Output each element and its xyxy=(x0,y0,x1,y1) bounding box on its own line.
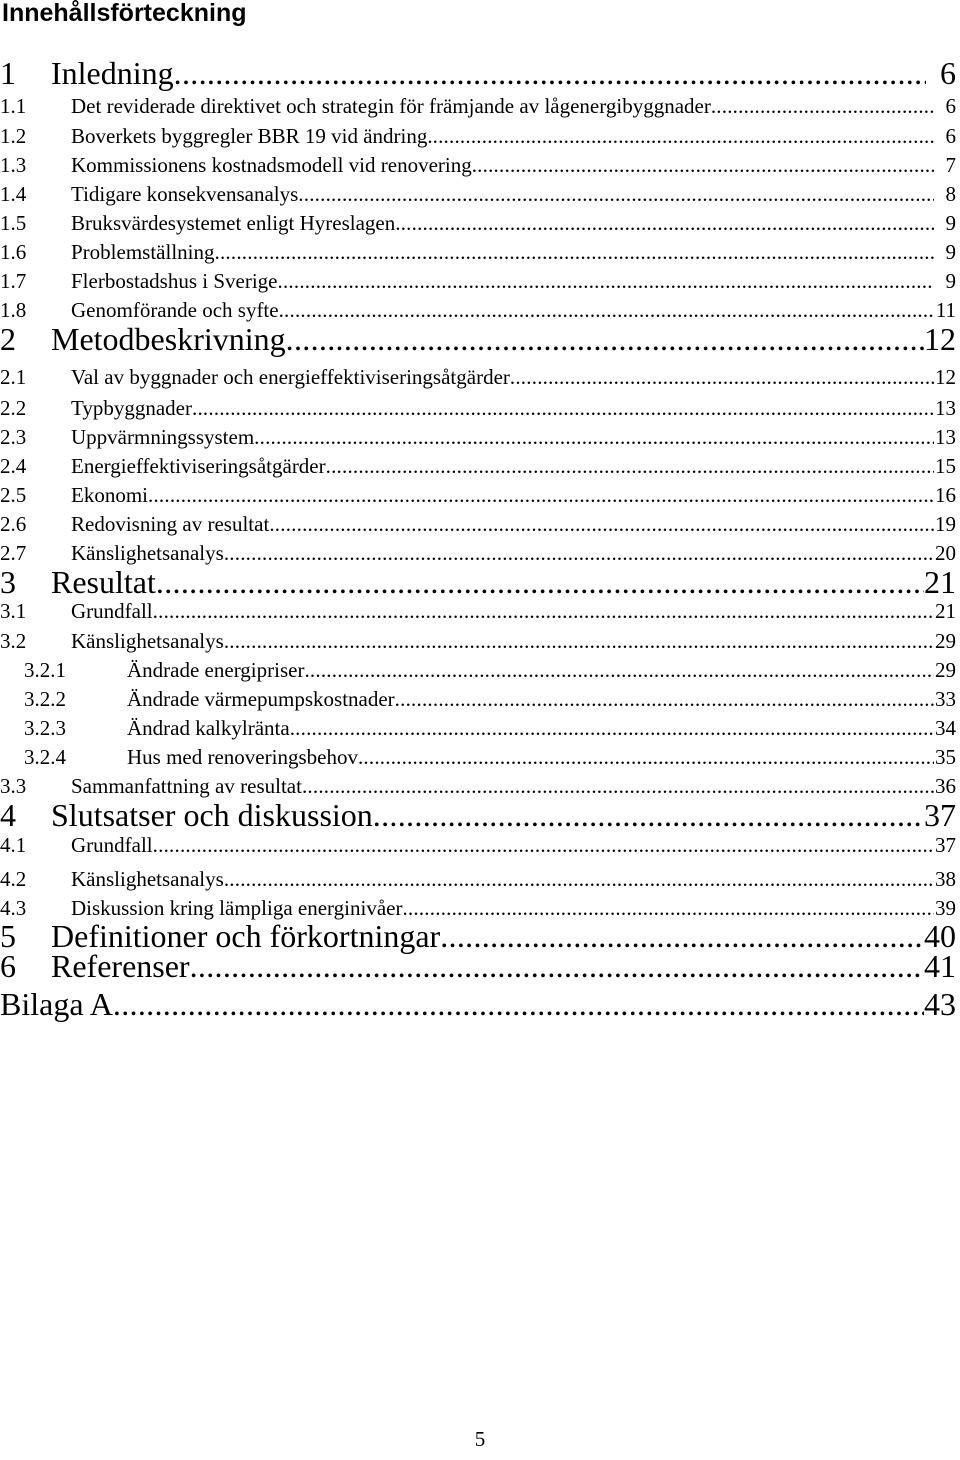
toc-leader-dots xyxy=(373,796,924,834)
toc-entry-number: 1.7 xyxy=(0,269,27,293)
toc-entry-page: 33 xyxy=(935,687,956,711)
toc-entry-label: Det reviderade direktivet och strategin för främjande av lågenergibyggnader xyxy=(71,94,711,118)
toc-entry-number: 4.3 xyxy=(0,896,27,920)
toc-leader-dots xyxy=(190,947,924,985)
toc-entry-page: 13 xyxy=(935,425,956,449)
toc-entry-number: 2.2 xyxy=(0,396,27,420)
toc-leader-dots xyxy=(304,657,934,684)
toc-entry-number: 1.6 xyxy=(0,240,27,264)
toc-entry-page: 41 xyxy=(924,948,956,984)
toc-entry[interactable] xyxy=(0,210,956,237)
toc-entry-label: Boverkets byggregler BBR 19 vid ändring. xyxy=(71,124,433,148)
toc-entry-number: 4.1 xyxy=(0,833,27,857)
toc-entry-label: Känslighetsanalys xyxy=(71,541,224,565)
toc-entry-label: Kommissionens kostnadsmodell vid renovering xyxy=(71,153,472,177)
toc-entry-page: 40 xyxy=(924,918,956,954)
toc-entry[interactable] xyxy=(0,424,956,451)
toc-leader-dots xyxy=(192,395,934,422)
toc-entry-number: 6 xyxy=(0,948,16,984)
toc-entry-page: 21 xyxy=(924,564,956,600)
toc-entry[interactable] xyxy=(0,866,956,893)
toc-entry-number: 2.5 xyxy=(0,483,27,507)
toc-entry-number: 1.8 xyxy=(0,298,27,322)
toc-entry-number: 2 xyxy=(0,321,16,357)
toc-entry-label: Känslighetsanalys xyxy=(71,629,224,653)
toc-entry-page: 29 xyxy=(935,658,956,682)
toc-leader-dots xyxy=(153,598,934,625)
toc-entry-label: Bruksvärdesystemet enligt Hyreslagen xyxy=(71,211,396,235)
toc-entry[interactable] xyxy=(0,152,956,179)
toc-entry-page: 19 xyxy=(935,512,956,536)
toc-entry-page: 37 xyxy=(924,797,956,833)
toc-entry-page: 8 xyxy=(945,182,956,206)
toc-entry[interactable] xyxy=(0,832,956,859)
toc-title: Innehållsförteckning xyxy=(2,0,247,27)
toc-entry-label: Energieffektiviseringsåtgärder xyxy=(71,454,326,478)
toc-entry-label: Val av byggnader och energieffektiviseringsåtgärder xyxy=(71,365,510,389)
toc-entry-number: 1.4 xyxy=(0,182,27,206)
toc-entry-number: 5 xyxy=(0,918,16,954)
toc-entry-label: Inledning xyxy=(51,55,174,91)
toc-entry-number: 3.3 xyxy=(0,774,27,798)
toc-entry[interactable] xyxy=(0,123,956,150)
toc-entry[interactable] xyxy=(0,93,956,120)
toc-entry-number: 4.2 xyxy=(0,867,27,891)
toc-entry-label: Grundfall xyxy=(71,599,153,623)
toc-leader-dots xyxy=(269,511,934,538)
toc-entry-page: 9 xyxy=(945,211,956,235)
toc-leader-dots xyxy=(472,152,934,179)
toc-entry-number: 3.2.4 xyxy=(24,745,66,769)
toc-entry-page: 6 xyxy=(945,124,956,148)
toc-entry-page: 37 xyxy=(935,833,956,857)
toc-leader-dots xyxy=(711,93,934,120)
toc-entry-label: Hus med renoveringsbehov xyxy=(127,745,358,769)
toc-entry-page: 9 xyxy=(945,240,956,264)
toc-leader-dots xyxy=(277,268,934,295)
toc-entry[interactable] xyxy=(0,715,956,742)
toc-leader-dots xyxy=(156,563,924,601)
toc-entry-label: Sammanfattning av resultat xyxy=(71,774,302,798)
toc-entry-number: 1 xyxy=(0,55,16,91)
toc-entry-number: 3.2.1 xyxy=(24,658,66,682)
toc-entry[interactable] xyxy=(0,744,956,771)
toc-entry-number: 2.6 xyxy=(0,512,27,536)
toc-entry-page: 11 xyxy=(935,298,956,322)
toc-entry-number: 2.1 xyxy=(0,365,27,389)
toc-entry-label: Metodbeskrivning xyxy=(51,321,286,357)
toc-entry[interactable] xyxy=(0,947,956,985)
toc-entry-page: 29 xyxy=(935,629,956,653)
toc-entry-label: Genomförande och syfte xyxy=(71,298,279,322)
toc-entry[interactable] xyxy=(0,796,956,834)
toc-entry-page: 20 xyxy=(935,541,956,565)
toc-entry-label: Ändrade energipriser xyxy=(127,658,305,682)
toc-leader-dots xyxy=(215,239,935,266)
toc-entry-label: Uppvärmningssystem xyxy=(71,425,255,449)
toc-leader-dots xyxy=(286,320,924,358)
toc-entry-page: 38 xyxy=(935,867,956,891)
toc-entry-number: 4 xyxy=(0,797,16,833)
toc-entry[interactable] xyxy=(0,54,956,92)
toc-leader-dots xyxy=(290,715,934,742)
toc-leader-dots xyxy=(326,453,934,480)
toc-entry-page: 39 xyxy=(935,896,956,920)
toc-entry[interactable] xyxy=(0,511,956,538)
toc-entry[interactable] xyxy=(0,320,956,358)
toc-entry-page: 9 xyxy=(945,269,956,293)
toc-leader-dots xyxy=(433,123,934,150)
toc-leader-dots xyxy=(113,985,924,1023)
toc-entry-number: 3.2.3 xyxy=(24,716,66,740)
toc-entry-page: 12 xyxy=(924,321,956,357)
toc-entry-label: Känslighetsanalys xyxy=(71,867,224,891)
toc-entry-page: 15 xyxy=(935,454,956,478)
toc-entry-label: Flerbostadshus i Sverige xyxy=(71,269,278,293)
toc-entry-label: Diskussion kring lämpliga energinivåer xyxy=(71,896,403,920)
toc-entry[interactable] xyxy=(0,268,956,295)
toc-leader-dots xyxy=(358,744,934,771)
toc-entry[interactable] xyxy=(0,453,956,480)
toc-entry-label: Problemställning xyxy=(71,240,215,264)
toc-entry-page: 13 xyxy=(935,396,956,420)
toc-leader-dots xyxy=(224,628,934,655)
toc-entry-page: 43 xyxy=(924,986,956,1022)
toc-entry-number: 3 xyxy=(0,564,16,600)
toc-leader-dots xyxy=(395,686,934,713)
toc-entry-label: Resultat xyxy=(51,564,156,600)
toc-entry-label: Bilaga A xyxy=(0,986,113,1022)
toc-entry-label: Ändrade värmepumpskostnader xyxy=(127,687,395,711)
toc-entry-label: Ändrad kalkylränta xyxy=(127,716,290,740)
toc-entry-page: 35 xyxy=(935,745,956,769)
toc-entry[interactable] xyxy=(0,482,956,509)
toc-leader-dots xyxy=(395,210,934,237)
toc-entry-label: Slutsatser och diskussion xyxy=(51,797,373,833)
toc-entry-number: 3.2.2 xyxy=(24,687,66,711)
toc-entry-label: Ekonomi xyxy=(71,483,148,507)
toc-leader-dots xyxy=(298,181,934,208)
toc-entry-number: 1.1 xyxy=(0,94,27,118)
toc-leader-dots xyxy=(148,482,934,509)
toc-leader-dots xyxy=(254,424,934,451)
toc-entry-page: 16 xyxy=(935,483,956,507)
toc-entry[interactable] xyxy=(0,239,956,266)
toc-entry[interactable] xyxy=(0,395,956,422)
toc-entry-number: 2.4 xyxy=(0,454,27,478)
toc-entry-page: 7 xyxy=(945,153,956,177)
toc-entry-number: 1.2 xyxy=(0,124,27,148)
toc-entry-page: 34 xyxy=(935,716,956,740)
toc-entry-page: 12 xyxy=(935,365,956,389)
toc-entry[interactable] xyxy=(0,686,956,713)
toc-entry[interactable] xyxy=(0,181,956,208)
toc-entry-label: Grundfall xyxy=(71,833,153,857)
toc-entry-number: 2.3 xyxy=(0,425,27,449)
toc-entry[interactable] xyxy=(0,598,956,625)
toc-entry-label: Redovisning av resultat xyxy=(71,512,270,536)
toc-entry-page: 36 xyxy=(935,774,956,798)
toc-entry[interactable] xyxy=(0,628,956,655)
toc-entry-label: Definitioner och förkortningar xyxy=(51,918,441,954)
toc-entry[interactable] xyxy=(0,563,956,601)
page-number: 5 xyxy=(474,1427,486,1451)
toc-entry[interactable] xyxy=(0,985,956,1023)
toc-leader-dots xyxy=(510,364,934,391)
toc-entry-number: 2.7 xyxy=(0,541,27,565)
toc-leader-dots xyxy=(174,54,926,92)
toc-entry-label: Tidigare konsekvensanalys xyxy=(71,182,299,206)
toc-entry[interactable] xyxy=(0,364,956,391)
toc-entry-number: 3.1 xyxy=(0,599,27,623)
toc-entry-page: 21 xyxy=(935,599,956,623)
toc-leader-dots xyxy=(153,832,934,859)
toc-entry[interactable] xyxy=(0,657,956,684)
toc-leader-dots xyxy=(224,866,934,893)
toc-entry-page: 6 xyxy=(940,55,956,91)
toc-entry-label: Referenser xyxy=(51,948,190,984)
toc-entry-page: 6 xyxy=(945,94,956,118)
toc-entry-number: 1.5 xyxy=(0,211,27,235)
toc-entry-number: 3.2 xyxy=(0,629,27,653)
toc-entry-number: 1.3 xyxy=(0,153,27,177)
toc-entry-label: Typbyggnader xyxy=(71,396,192,420)
